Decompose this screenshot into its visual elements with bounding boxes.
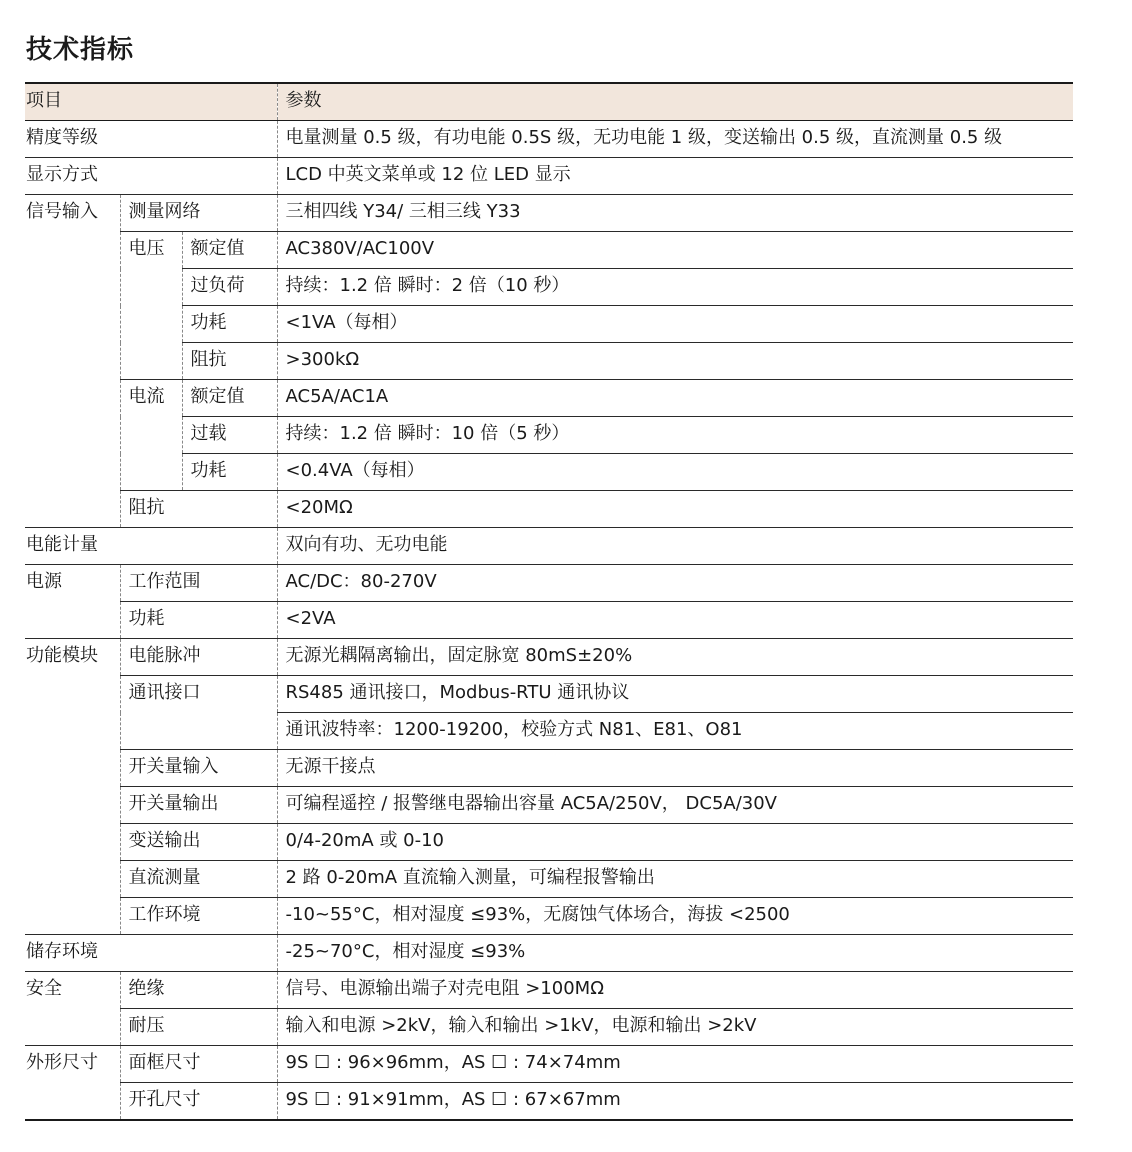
table-row bbox=[25, 380, 1073, 417]
row-label: 阻抗 bbox=[182, 343, 277, 380]
header-item: 项目 bbox=[25, 83, 277, 121]
row-label: 过负荷 bbox=[182, 269, 277, 306]
row-value: 持续：1.2 倍 瞬时：10 倍（5 秒） bbox=[277, 417, 1073, 454]
table-row bbox=[25, 491, 1073, 528]
row-label: 电能脉冲 bbox=[120, 639, 277, 676]
table-row bbox=[25, 1083, 1073, 1121]
row-value: 9S ☐ : 96×96mm，AS ☐ : 74×74mm bbox=[277, 1046, 1073, 1083]
row-label: 直流测量 bbox=[120, 861, 277, 898]
row-label: 精度等级 bbox=[25, 121, 277, 158]
spec-table bbox=[25, 82, 1073, 1121]
group-label: 外形尺寸 bbox=[25, 1046, 120, 1121]
row-value: AC/DC：80-270V bbox=[277, 565, 1073, 602]
row-value: 可编程遥控 / 报警继电器输出容量 AC5A/250V， DC5A/30V bbox=[277, 787, 1073, 824]
row-value: 持续：1.2 倍 瞬时：2 倍（10 秒） bbox=[277, 269, 1073, 306]
table-header-row bbox=[25, 83, 1073, 121]
row-label: 开孔尺寸 bbox=[120, 1083, 277, 1121]
table-row bbox=[25, 787, 1073, 824]
row-value: 0/4-20mA 或 0-10 bbox=[277, 824, 1073, 861]
row-label: 功耗 bbox=[182, 454, 277, 491]
row-value: LCD 中英文菜单或 12 位 LED 显示 bbox=[277, 158, 1073, 195]
row-value: 电量测量 0.5 级，有功电能 0.5S 级，无功电能 1 级，变送输出 0.5 级，直流测量 0.5 级 bbox=[277, 121, 1073, 158]
row-value: RS485 通讯接口，Modbus-RTU 通讯协议 bbox=[277, 676, 1073, 713]
table-row bbox=[25, 417, 1073, 454]
row-value: 输入和电源 >2kV，输入和输出 >1kV，电源和输出 >2kV bbox=[277, 1009, 1073, 1046]
row-label: 功耗 bbox=[120, 602, 277, 639]
row-label: 电能计量 bbox=[25, 528, 277, 565]
row-value: <1VA（每相） bbox=[277, 306, 1073, 343]
table-row bbox=[25, 565, 1073, 602]
row-label: 额定值 bbox=[182, 380, 277, 417]
table-row bbox=[25, 1046, 1073, 1083]
table-row bbox=[25, 158, 1073, 195]
row-value: AC380V/AC100V bbox=[277, 232, 1073, 269]
table-row bbox=[25, 639, 1073, 676]
table-row bbox=[25, 454, 1073, 491]
row-value: AC5A/AC1A bbox=[277, 380, 1073, 417]
table-row bbox=[25, 861, 1073, 898]
table-row bbox=[25, 232, 1073, 269]
row-label: 功耗 bbox=[182, 306, 277, 343]
row-label: 储存环境 bbox=[25, 935, 277, 972]
row-value: <0.4VA（每相） bbox=[277, 454, 1073, 491]
row-label: 阻抗 bbox=[120, 491, 277, 528]
row-value: 双向有功、无功电能 bbox=[277, 528, 1073, 565]
page-title: 技术指标 bbox=[26, 35, 135, 65]
group-label: 电源 bbox=[25, 565, 120, 639]
subgroup-label: 电流 bbox=[120, 380, 182, 491]
row-value: 无源干接点 bbox=[277, 750, 1073, 787]
row-value: 三相四线 Y34/ 三相三线 Y33 bbox=[277, 195, 1073, 232]
row-label: 通讯接口 bbox=[120, 676, 277, 750]
row-label: 工作环境 bbox=[120, 898, 277, 935]
table-row bbox=[25, 343, 1073, 380]
row-value: <2VA bbox=[277, 602, 1073, 639]
row-label: 过载 bbox=[182, 417, 277, 454]
table-row bbox=[25, 528, 1073, 565]
row-label: 变送输出 bbox=[120, 824, 277, 861]
row-value: 无源光耦隔离输出，固定脉宽 80mS±20% bbox=[277, 639, 1073, 676]
row-label: 额定值 bbox=[182, 232, 277, 269]
row-value: 2 路 0-20mA 直流输入测量，可编程报警输出 bbox=[277, 861, 1073, 898]
row-value: 9S ☐ : 91×91mm，AS ☐ : 67×67mm bbox=[277, 1083, 1073, 1121]
row-value: <20MΩ bbox=[277, 491, 1073, 528]
row-label: 开关量输出 bbox=[120, 787, 277, 824]
group-label: 信号输入 bbox=[25, 195, 120, 528]
table-row bbox=[25, 898, 1073, 935]
row-value: -25~70°C，相对湿度 ≤93% bbox=[277, 935, 1073, 972]
table-row bbox=[25, 306, 1073, 343]
subgroup-label: 电压 bbox=[120, 232, 182, 380]
row-label: 测量网络 bbox=[120, 195, 277, 232]
group-label: 安全 bbox=[25, 972, 120, 1046]
table-row bbox=[25, 121, 1073, 158]
row-label: 显示方式 bbox=[25, 158, 277, 195]
row-value: >300kΩ bbox=[277, 343, 1073, 380]
row-value: -10~55°C，相对湿度 ≤93%，无腐蚀气体场合，海拔 <2500 bbox=[277, 898, 1073, 935]
table-row bbox=[25, 676, 1073, 713]
table-row bbox=[25, 1009, 1073, 1046]
table-row bbox=[25, 935, 1073, 972]
table-row bbox=[25, 750, 1073, 787]
table-row bbox=[25, 824, 1073, 861]
row-value: 通讯波特率：1200-19200，校验方式 N81、E81、O81 bbox=[277, 713, 1073, 750]
row-label: 耐压 bbox=[120, 1009, 277, 1046]
row-value: 信号、电源输出端子对壳电阻 >100MΩ bbox=[277, 972, 1073, 1009]
table-row bbox=[25, 269, 1073, 306]
row-label: 面框尺寸 bbox=[120, 1046, 277, 1083]
row-label: 开关量输入 bbox=[120, 750, 277, 787]
table-row bbox=[25, 972, 1073, 1009]
header-param: 参数 bbox=[277, 83, 1073, 121]
table-row bbox=[25, 602, 1073, 639]
group-label: 功能模块 bbox=[25, 639, 120, 935]
row-label: 绝缘 bbox=[120, 972, 277, 1009]
row-label: 工作范围 bbox=[120, 565, 277, 602]
table-row bbox=[25, 195, 1073, 232]
